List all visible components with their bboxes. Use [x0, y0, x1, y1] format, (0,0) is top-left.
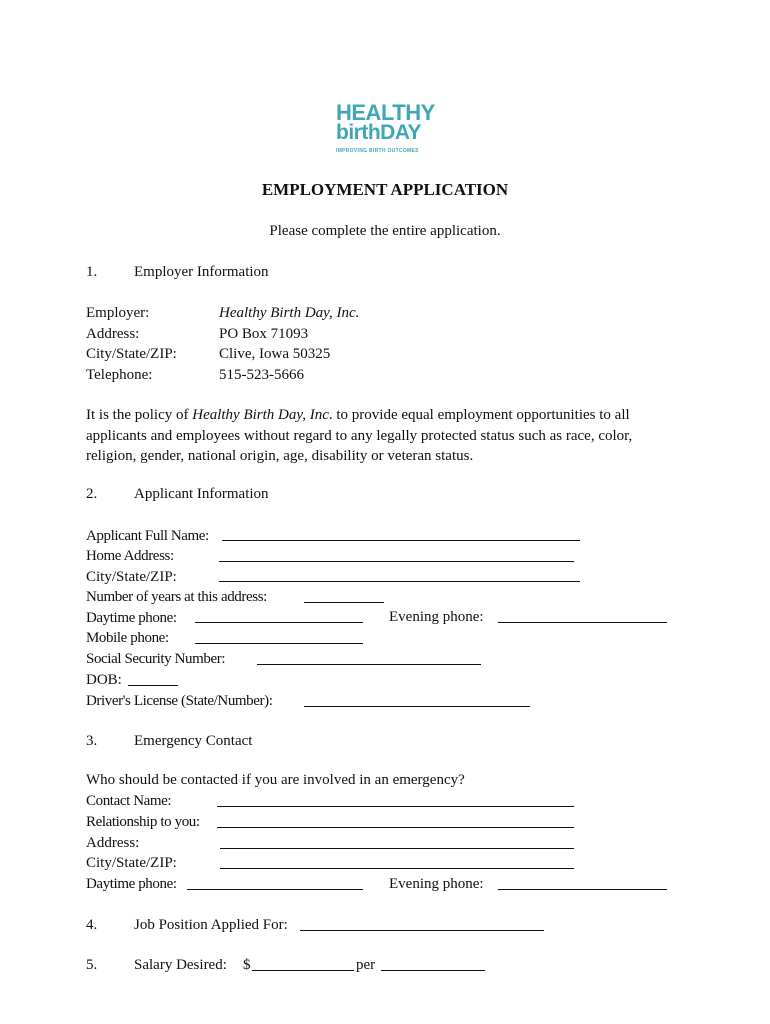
- instruction-text: Please complete the entire application.: [269, 223, 501, 239]
- mobile-phone-label: Mobile phone:: [86, 630, 169, 646]
- home-address-label: Home Address:: [86, 548, 174, 564]
- applicant-city-field[interactable]: [219, 581, 580, 582]
- contact-name-label: Contact Name:: [86, 793, 172, 809]
- ssn-field[interactable]: [257, 664, 481, 665]
- equal-opportunity-policy: It is the policy of Healthy Birth Day, Inc. to provide equal employment opportunities to all applicants and employees without regard to any legally protected status such as race, color, religion, gender, national origin, age, disability or veteran status.: [86, 407, 633, 464]
- section4-number: 4.: [86, 917, 98, 933]
- license-field[interactable]: [304, 706, 530, 707]
- relationship-field[interactable]: [217, 827, 574, 828]
- page-title: EMPLOYMENT APPLICATION: [261, 180, 509, 199]
- section1-heading: Employer Information: [134, 264, 269, 280]
- section5-number: 5.: [86, 957, 98, 973]
- city-label: City/State/ZIP:: [86, 346, 177, 362]
- dob-field[interactable]: [128, 685, 178, 686]
- logo-line1: HEALTHY: [336, 100, 435, 125]
- contact-name-field[interactable]: [217, 806, 574, 807]
- salary-period-field[interactable]: [381, 970, 485, 971]
- employer-label: Employer:: [86, 305, 150, 321]
- employer-value: Healthy Birth Day, Inc.: [219, 305, 360, 321]
- full-name-label: Applicant Full Name:: [86, 528, 209, 544]
- full-name-field[interactable]: [222, 540, 580, 541]
- contact-daytime-label: Daytime phone:: [86, 876, 177, 892]
- contact-address-field[interactable]: [220, 848, 574, 849]
- salary-label: Salary Desired:: [134, 957, 227, 973]
- home-address-field[interactable]: [219, 561, 574, 562]
- daytime-phone-label: Daytime phone:: [86, 610, 177, 626]
- section3-heading: Emergency Contact: [134, 733, 253, 749]
- logo-line2: birthDAY: [336, 121, 422, 144]
- contact-daytime-field[interactable]: [187, 889, 363, 890]
- logo-tagline: IMPROVING BIRTH OUTCOMES: [336, 148, 419, 154]
- address-value: PO Box 71093: [219, 326, 309, 342]
- evening-phone-field[interactable]: [498, 622, 667, 623]
- mobile-phone-field[interactable]: [195, 643, 363, 644]
- contact-address-label: Address:: [86, 835, 140, 851]
- section2-heading: Applicant Information: [134, 486, 269, 502]
- job-position-field[interactable]: [300, 930, 544, 931]
- license-label: Driver's License (State/Number):: [86, 693, 273, 709]
- contact-city-field[interactable]: [220, 868, 574, 869]
- contact-evening-field[interactable]: [498, 889, 667, 890]
- salary-currency: $: [243, 957, 251, 973]
- address-label: Address:: [86, 326, 140, 342]
- dob-label: DOB:: [86, 672, 122, 688]
- section1-number: 1.: [86, 264, 98, 280]
- years-field[interactable]: [304, 602, 384, 603]
- contact-city-label: City/State/ZIP:: [86, 855, 177, 871]
- contact-evening-label: Evening phone:: [389, 876, 484, 892]
- daytime-phone-field[interactable]: [195, 622, 363, 623]
- ssn-label: Social Security Number:: [86, 651, 226, 667]
- years-label: Number of years at this address:: [86, 589, 267, 605]
- salary-amount-field[interactable]: [252, 970, 354, 971]
- salary-per-label: per: [356, 957, 376, 973]
- telephone-label: Telephone:: [86, 367, 153, 383]
- telephone-value: 515-523-5666: [219, 367, 304, 383]
- section3-number: 3.: [86, 733, 98, 749]
- city-value: Clive, Iowa 50325: [219, 346, 331, 362]
- applicant-city-label: City/State/ZIP:: [86, 569, 177, 585]
- healthy-birth-day-logo: [336, 102, 436, 158]
- section2-number: 2.: [86, 486, 98, 502]
- relationship-label: Relationship to you:: [86, 814, 200, 830]
- evening-phone-label: Evening phone:: [389, 609, 484, 625]
- job-position-label: Job Position Applied For:: [134, 917, 288, 933]
- emergency-question: Who should be contacted if you are involved in an emergency?: [86, 772, 465, 788]
